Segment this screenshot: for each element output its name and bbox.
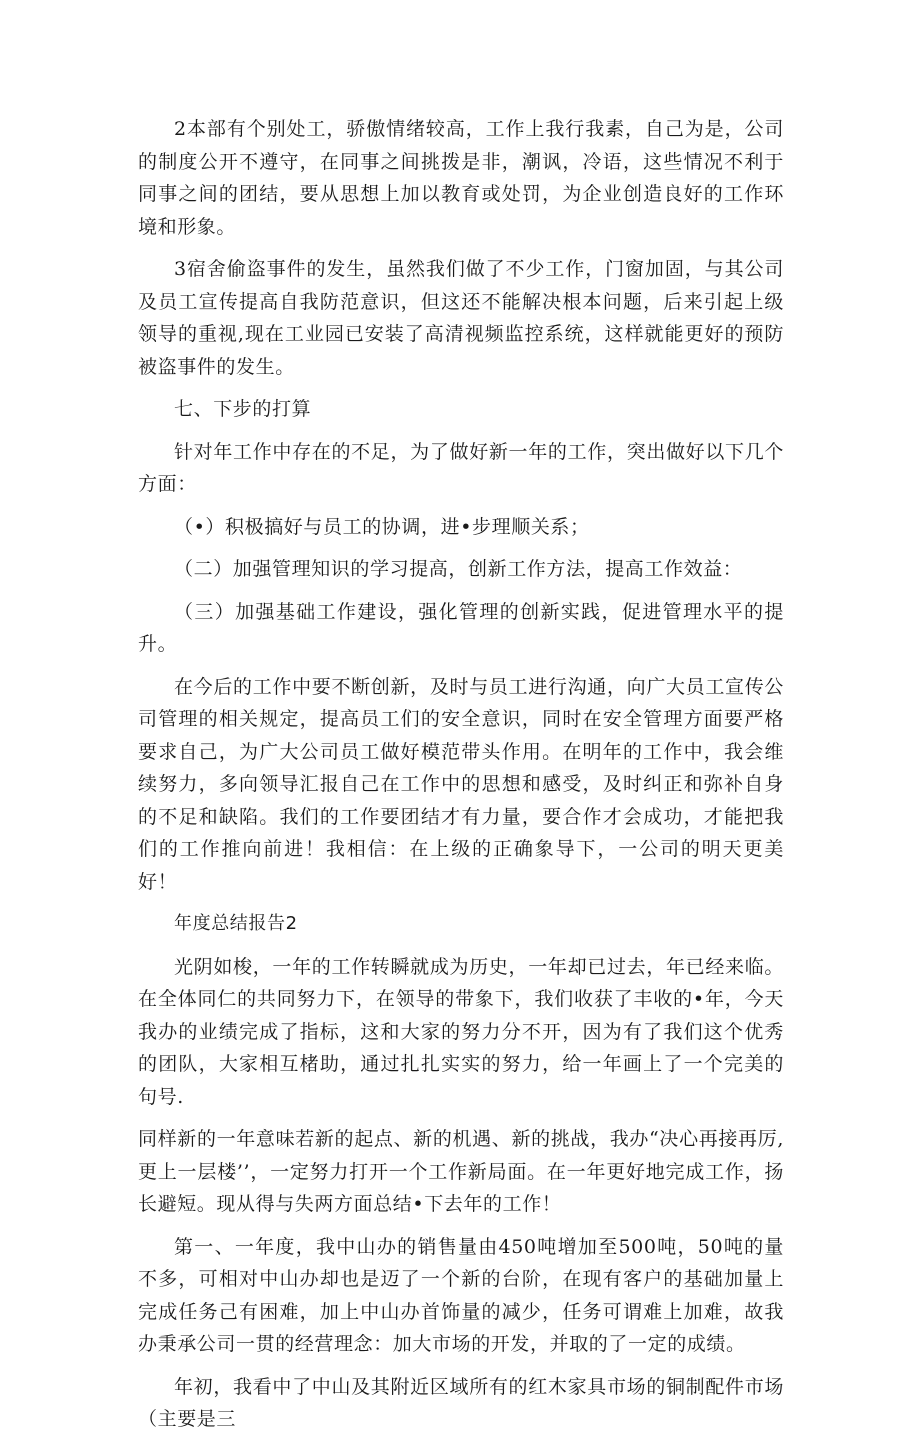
paragraph-new-year: 同样新的一年意味若新的起点、新的机遇、新的挑战，我办“决心再接再厉,更上一层楼’’，一定努力打开一个工作新局面。在一年更好地完成工作，扬长避短。现从得与失两方面总结•下去年的工作！ xyxy=(138,1128,784,1215)
list-item-2: （二）加强管理知识的学习提高，创新工作方法，提高工作效益： xyxy=(174,558,743,580)
paragraph-report-intro: 光阴如梭，一年的工作转瞬就成为历史，一年却已过去，年已经来临。在全体同仁的共同努力下，在领导的带象下，我们收获了丰收的•年，今天我办的业绩完成了指标，这和大家的努力分不开，因为有了我们这个优秀的团队，大家相互楮助，通过扎扎实实的努力，给一年画上了一个完美的句号. xyxy=(138,955,784,1108)
paragraph-item-2: 2本部有个别处工，骄傲情绪较高，工作上我行我素，自己为是，公司的制度公开不遵守，在同事之间挑拨是非，潮讽，冷语，这些情况不利于同事之间的团结，要从思想上加以教育或处罚，为企业创造良好的工作环境和形象。 xyxy=(138,118,784,238)
paragraph-first-point: 第一、一年度，我中山办的销售量由450吨增加至500吨，50吨的量不多，可相对中山办却也是迈了一个新的台阶，在现有客户的基础加量上完成任务己有困难，加上中山办首饰量的减少，任务可谓难上加难，故我办秉承公司一贯的经营理念：加大市场的开发，并取的了一定的成绩。 xyxy=(138,1235,784,1355)
section-heading-next-steps: 七、下步的打算 xyxy=(174,398,312,420)
list-item-1: （•）积极搞好与员工的协调，进•步理顺关系； xyxy=(174,515,590,538)
report-title-2: 年度总结报告2 xyxy=(174,913,298,934)
paragraph-item-3: 3宿舍偷盗事件的发生，虽然我们做了不少工作，门窗加固，与其公司及员工宣传提高自我防范意识，但这还不能解决根本问题，后来引起上级领导的重视,现在工业园已安装了高清视频监控系统，这样就能更好的预防被盗事件的发生。 xyxy=(138,258,784,378)
document-page xyxy=(138,113,784,1446)
list-item-3: （三）加强基础工作建设，强化管理的创新实践，促进管理水平的提升。 xyxy=(138,600,784,655)
paragraph-conclusion: 在今后的工作中要不断创新，及时与员工进行沟通，向广大员工宣传公司管理的相关规定，提高员工们的安全意识，同时在安全管理方面要严格要求自己，为广大公司员工做好模范带头作用。在明年的工作中，我会维续努力，多向领导汇报自己在工作中的思想和感受，及时纠正和弥补自身的不足和缺陷。我们的工作要团结才有力量，要合作才会成功，才能把我们的工作推向前进！我相信：在上级的正确象导下，一公司的明天更美好！ xyxy=(138,675,784,893)
paragraph-intro: 针对年工作中存在的不足，为了做好新一年的工作，突出做好以下几个方面： xyxy=(138,440,784,495)
paragraph-early-year: 年初，我看中了中山及其附近区域所有的红木家具市场的铜制配件市场（主要是三 xyxy=(138,1375,784,1430)
